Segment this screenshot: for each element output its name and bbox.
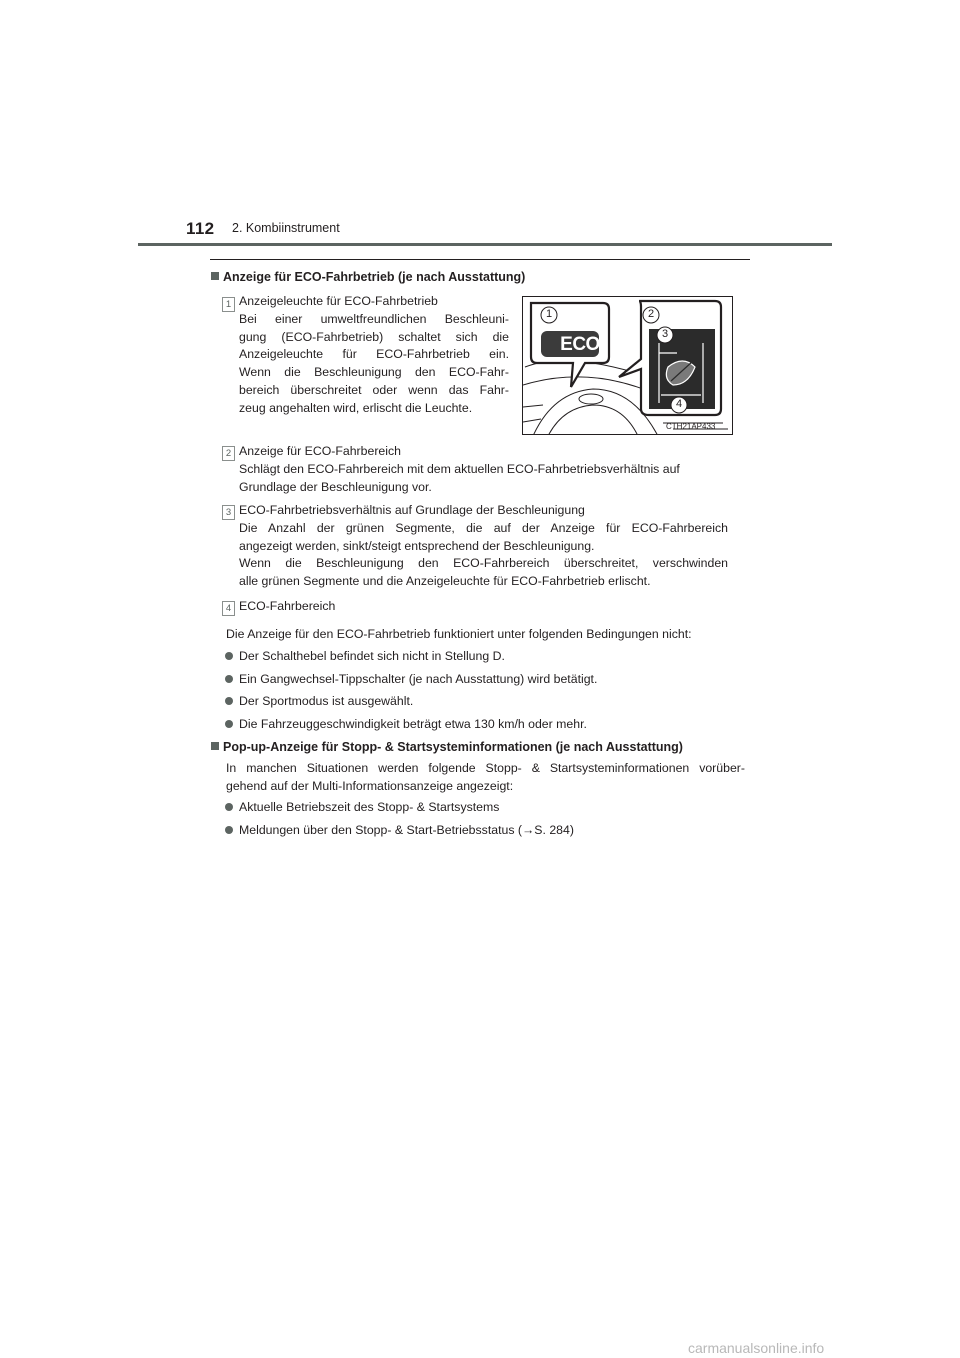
square-bullet-icon: [211, 272, 219, 280]
figure-code: CTH21AP433: [666, 422, 716, 431]
list-item: Der Sportmodus ist ausgewählt.: [225, 693, 413, 711]
item-3-description: Die Anzahl der grünen Segmente, die auf der Anzeige für ECO-Fahrbereich angezeigt werden, sinkt/steigt entsprechend der Beschleunigung. Wenn die Beschleunigung den ECO-Fahrbereich überschreitet, verschwinden alle grünen Segmente und die Anzeigeleuchte für ECO-Fahrbetrieb erlischt.: [239, 521, 728, 589]
item-1-title: Anzeigeleuchte für ECO-Fahrbetrieb: [239, 294, 438, 308]
list-item: Die Fahrzeuggeschwindigkeit beträgt etwa 130 km/h oder mehr.: [225, 716, 587, 734]
list-item: Der Schalthebel befindet sich nicht in Stellung D.: [225, 648, 505, 666]
section-heading-stop-start: Pop-up-Anzeige für Stopp- & Startsysteminformationen (je nach Ausstattung): [211, 740, 683, 754]
item-number-4: 4: [222, 601, 235, 616]
callout-3: 3: [661, 328, 669, 340]
conditions-intro: Die Anzeige für den ECO-Fahrbetrieb funktioniert unter folgenden Bedingungen nicht:: [226, 627, 692, 641]
item-3-title: ECO-Fahrbetriebsverhältnis auf Grundlage der Beschleunigung: [239, 503, 585, 517]
item-number-3: 3: [222, 505, 235, 520]
eco-indicator-label: ECO: [560, 334, 600, 355]
section-heading-eco: Anzeige für ECO-Fahrbetrieb (je nach Ausstattung): [211, 270, 525, 284]
item-number-1: 1: [222, 297, 235, 312]
callout-1: 1: [545, 308, 553, 320]
section-divider: [210, 259, 750, 260]
item-number-2: 2: [222, 446, 235, 461]
page-number: 112: [186, 219, 215, 238]
bullet-icon: [225, 803, 233, 811]
list-item: Meldungen über den Stopp- & Start-Betriebsstatus (→S. 284): [225, 822, 574, 840]
list-item: Aktuelle Betriebszeit des Stopp- & Startsystems: [225, 799, 499, 817]
eco-indicator-illustration: [522, 296, 733, 435]
item-4-title: ECO-Fahrbereich: [239, 599, 336, 613]
callout-4: 4: [675, 398, 683, 410]
item-2-title: Anzeige für ECO-Fahrbereich: [239, 444, 401, 458]
item-2-description: Schlägt den ECO-Fahrbereich mit dem aktuellen ECO-Fahrbetriebsverhältnis auf Grundlage der Beschleunigung vor.: [239, 462, 680, 494]
bullet-icon: [225, 652, 233, 660]
bullet-icon: [225, 720, 233, 728]
chapter-title: 2. Kombiinstrument: [232, 221, 340, 235]
header-divider: [138, 243, 832, 246]
bullet-icon: [225, 697, 233, 705]
item-1-description: Bei einer umweltfreundlichen Beschleuni- gung (ECO-Fahrbetrieb) schaltet sich die Anzeigeleuchte für ECO-Fahrbetrieb ein. Wenn die Beschleunigung den ECO-Fahr- bereich überschreitet oder wenn das Fahr- zeug angehalten wird, erlischt die Leuchte.: [239, 312, 509, 415]
callout-2: 2: [647, 308, 655, 320]
watermark: carmanualsonline.info: [688, 1340, 825, 1356]
section-2-description: In manchen Situationen werden folgende Stopp- & Startsysteminformationen vorüber- gehend auf der Multi-Informationsanzeige angezeigt:: [226, 761, 745, 793]
bullet-icon: [225, 675, 233, 683]
square-bullet-icon: [211, 742, 219, 750]
list-item: Ein Gangwechsel-Tippschalter (je nach Ausstattung) wird betätigt.: [225, 671, 597, 689]
bullet-icon: [225, 826, 233, 834]
